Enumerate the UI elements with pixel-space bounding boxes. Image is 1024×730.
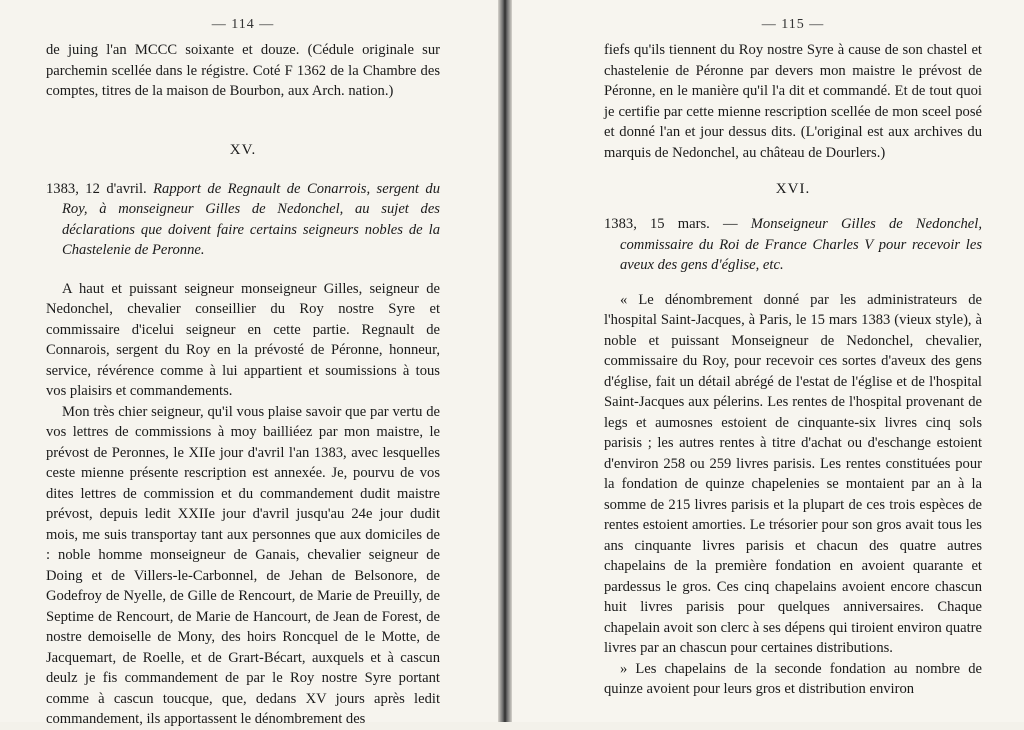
- carried-paragraph-left: de juing l'an MCCC soixante et douze. (Cédule originale sur parchemin scellée dans le régistre. Coté F 1362 de la Chambre des comptes, titres de la maison de Bourbon, aux Arch. nation.): [46, 42, 440, 99]
- section-heading-xvi: [604, 214, 982, 276]
- paragraph-2-left: Mon très chier seigneur, qu'il vous plaise savoir que par vertu de vos lettres de commissions à moy bailliéez par mon maistre, le prévost de Peronnes, le XIIe jour d'avril l'an 1383, avec lesquelles ceste mienne présente rescription est annexée. Je, pourvu de vos dites lettres de commission et du commandement dudit maistre prévost, depuis ledit XXIIe jour d'avril jusqu'au 24e jour dudit mois, me suis transportay tant aux personnes que aux domiciles de : noble homme monseigneur de Ganais, chevalier seigneur de Doing et de Villers-le-Carbonnel, de Jehan de Belsonore, de Godefroy de Nyelle, de Gille de Rencourt, de Marie de Preuilly, de Septime de Rencourt, de Marie de Hancourt, de Jean de Forest, de nostre demoiselle de Mony, des hoirs Roncquel de le Motte, de Jacquemart, de Roelle, et de Grart-Bécart, auxquels et à cascun deulz je fis commandement de par le Roy nostre Syre portant comme à cascun toucque, que, dedans XV jours après ledit commandement, ils apportassent le dénombrement des: [46, 403, 440, 727]
- paragraph-1-left: A haut et puissant seigneur monseigneur Gilles, seigneur de Nedonchel, chevalier conseillier du Roy nostre Syre et commissaire d'icelui seigneur en cette partie. Regnault de Connarois, sergent du Roy en la prévosté de Péronne, honneur, service, révérence comme à lui appartient et soumissions à tous vos plaisirs et commandements.: [46, 280, 440, 399]
- page-number-right: — 115 —: [761, 17, 825, 32]
- carried-paragraph-right: fiefs qu'ils tiennent du Roy nostre Syre à cause de son chastel et chastelenie de Péronne par devers mon maistre le prévost de Péronne, en le manière qu'il l'a dit et commandé. Et de tout quoi je certifie par cette mienne rescription scellée de mon sceel posé et donné l'an et jour dessus dits. (L'original est aux archives du marquis de Nedonchel, au château de Dourlers.): [604, 42, 982, 161]
- heading-date-xvi: 1383, 15 mars. —: [604, 216, 738, 232]
- section-heading-xv: [46, 179, 440, 261]
- section-title-xvi: XVI.: [775, 181, 811, 197]
- heading-text-xvi: Monseigneur Gilles de Nedonchel, commissaire du Roi de France Charles V pour recevoir les aveux des gens d'église, etc.: [620, 216, 982, 273]
- section-title-xv: XV.: [229, 141, 257, 158]
- paragraph-2-right: » Les chapelains de la seconde fondation au nombre de quinze avoient pour leurs gros et distribution environ: [604, 660, 982, 697]
- heading-date-xv: 1383, 12 d'avril.: [46, 180, 147, 197]
- heading-text-xv: Rapport de Regnault de Conarrois, sergent du Roy, à monseigneur Gilles de Nedonchel, au sujet des déclarations que doivent faire certains seigneurs nobles de la Chastelenie de Peronne.: [62, 180, 440, 258]
- left-page: [0, 0, 498, 727]
- page-number-left: — 114 —: [211, 17, 275, 32]
- paragraph-1-right: « Le dénombrement donné par les administrateurs de l'hospital Saint-Jacques, à Paris, le 15 mars 1383 (vieux style), à noble et puissant Monseigneur de Nedonchel, chevalier, commissaire du Roy, pour recevoir ces sortes d'aveux des gens d'église, fait un détail abrégé de l'estat de l'église et de l'hospital Saint-Jacques aux pélerins. Les rentes de l'hospital provenant de legs et aumosnes estoient de cinquante-six livres cinq sols parisis ; les autres rentes à titre d'achat ou d'eschange estoient d'environ 258 ou 259 livres parisis. Les rentes constituées pour la fondation de quinze chapelenies se montaient par an à la somme de 215 livres parisis et la plupart de ces trois espèces de rentes estoient amorties. Le trésorier pour son gros avait tous les ans cinquante livres parisis et chacun des quatre autres chapelains de la première fondation en avoient quarante et pardessus le gros. Ces cinq chapelains avoient encore chascun huit livres parisis pour quelques anniversaires. Chaque chapelain avoit son clerc à ses dépens qui tiroient environ quatre livres par an chascun pour certaines distributions.: [604, 291, 982, 656]
- book-gutter: [498, 0, 512, 722]
- right-page: [512, 0, 1024, 722]
